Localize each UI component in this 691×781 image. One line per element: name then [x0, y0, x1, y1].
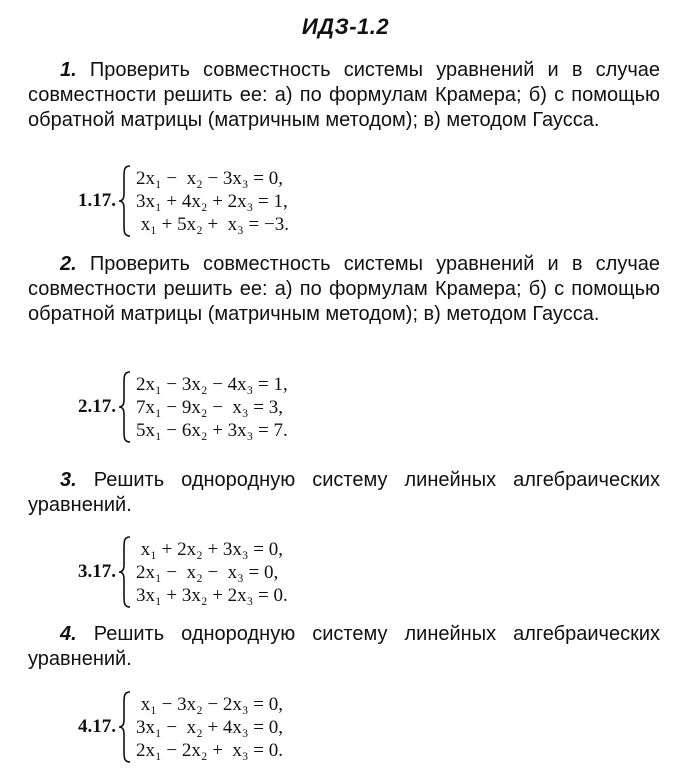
system-3-17 [78, 535, 288, 609]
left-brace-icon [118, 690, 132, 764]
page-title: ИДЗ-1.2 [301, 14, 390, 39]
equations [136, 538, 288, 607]
task-text: Проверить совместность системы уравнений и в случае совместности решить ее: а) по формулам Крамера; б) с помощью обратной матрицы (матричным методом); в) методом Гаусса. [28, 59, 660, 131]
task-number: 3. [60, 469, 77, 491]
task-4 [28, 622, 660, 672]
task-3 [28, 468, 660, 518]
task-text: Решить однородную систему линейных алгебраических уравнений. [28, 469, 661, 516]
equations [136, 693, 283, 762]
system-1-17 [78, 164, 289, 238]
system-4-17 [78, 690, 283, 764]
equation: x₁ + 5x₂ + x₃ = −3. [136, 213, 289, 235]
equation: x₁ + 2x₂ + 3x₃ = 0, [136, 538, 284, 560]
equation: 3x₁ + 4x₂ + 2x₃ = 1, [136, 190, 288, 212]
system-2-17 [78, 370, 288, 444]
equation: x₁ − 3x₂ − 2x₃ = 0, [136, 693, 284, 715]
task-2 [28, 252, 660, 327]
left-brace-icon [118, 535, 132, 609]
system-label: 2.17. [78, 396, 116, 417]
equation: 2x₁ − x₂ − x₃ = 0, [136, 561, 279, 583]
task-1 [28, 58, 660, 133]
equation: 2x₁ − 2x₂ + x₃ = 0. [136, 739, 284, 761]
task-text: Решить однородную систему линейных алгебраических уравнений. [28, 623, 661, 670]
equation: 5x₁ − 6x₂ + 3x₃ = 7. [136, 419, 288, 441]
equation: 3x₁ + 3x₂ + 2x₃ = 0. [136, 584, 288, 606]
system-label: 3.17. [78, 561, 116, 582]
task-text: Проверить совместность системы уравнений и в случае совместности решить ее: а) по формулам Крамера; б) с помощью обратной матрицы (матричным методом); в) методом Гаусса. [28, 253, 660, 325]
equations [136, 373, 288, 442]
equation: 7x₁ − 9x₂ − x₃ = 3, [136, 396, 284, 418]
task-number: 1. [60, 59, 77, 81]
system-label: 4.17. [78, 716, 116, 737]
equation: 3x₁ − x₂ + 4x₃ = 0, [136, 716, 284, 738]
left-brace-icon [118, 370, 132, 444]
left-brace-icon [118, 164, 132, 238]
task-number: 2. [60, 253, 77, 275]
equation: 2x₁ − 3x₂ − 4x₃ = 1, [136, 373, 288, 395]
equations [136, 167, 289, 236]
system-label: 1.17. [78, 190, 116, 211]
task-number: 4. [60, 623, 77, 645]
equation: 2x₁ − x₂ − 3x₃ = 0, [136, 167, 284, 189]
